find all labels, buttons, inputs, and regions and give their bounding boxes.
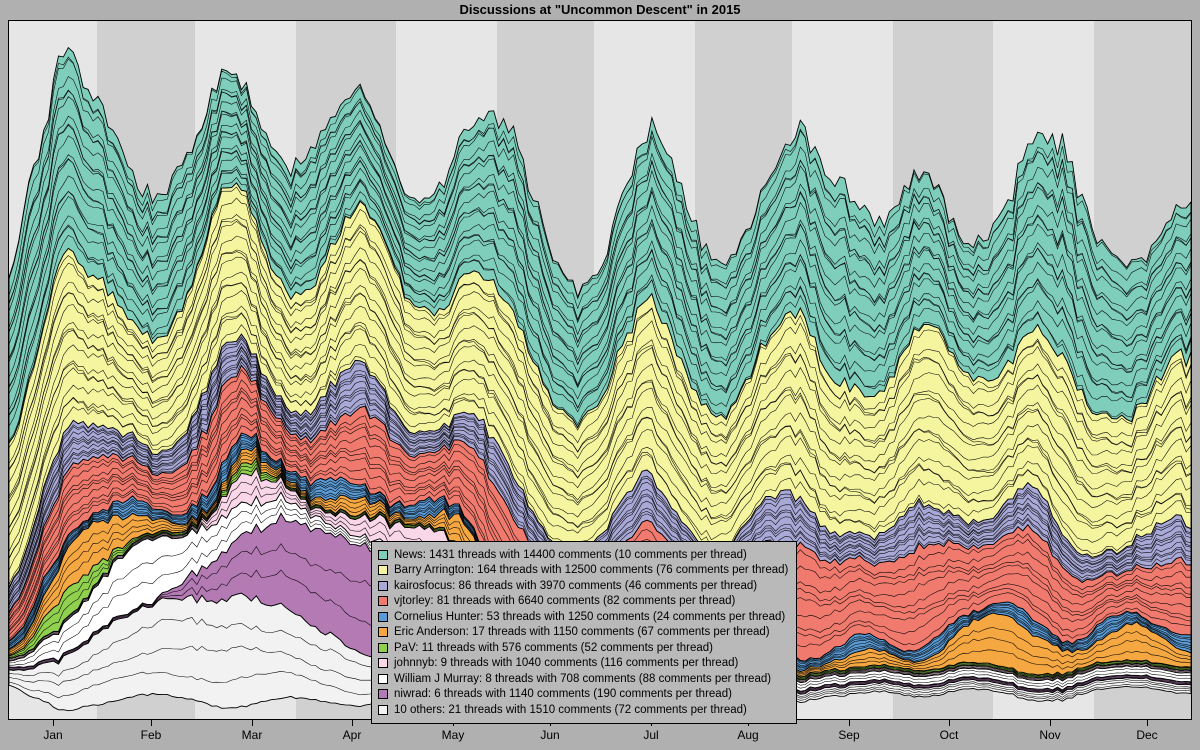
legend-item: [378, 640, 788, 656]
legend-item: [378, 687, 788, 703]
x-tick-mark: [1147, 720, 1148, 726]
legend-item: [378, 594, 788, 610]
legend-swatch: [378, 658, 388, 668]
x-tick-label: Jul: [643, 728, 659, 742]
x-tick-label: Nov: [1039, 728, 1061, 742]
x-tick-label: Jun: [540, 728, 560, 742]
legend-item: [378, 547, 788, 563]
legend-label: kairosfocus: 86 threads with 3970 comments (46 comments per thread): [394, 579, 758, 592]
legend-swatch: [378, 643, 388, 653]
x-tick-label: Oct: [939, 728, 959, 742]
x-tick-label: Dec: [1136, 728, 1158, 742]
legend-item: [378, 702, 788, 718]
legend-label: Eric Anderson: 17 threads with 1150 comments (67 comments per thread): [394, 626, 770, 639]
x-axis: [8, 720, 1192, 750]
legend-swatch: [378, 612, 388, 622]
legend-label: vjtorley: 81 threads with 6640 comments (82 comments per thread): [394, 595, 736, 608]
legend-item: [378, 671, 788, 687]
x-tick-label: May: [441, 728, 465, 742]
x-tick-mark: [949, 720, 950, 726]
legend-swatch: [378, 550, 388, 560]
legend-label: johnnyb: 9 threads with 1040 comments (116 comments per thread): [394, 657, 739, 670]
chart-legend: [371, 541, 797, 724]
legend-label: niwrad: 6 threads with 1140 comments (190 comments per thread): [394, 688, 732, 701]
legend-swatch: [378, 627, 388, 637]
legend-label: Barry Arrington: 164 threads with 12500 comments (76 comments per thread): [394, 564, 789, 577]
x-tick-mark: [849, 720, 850, 726]
legend-label: Cornelius Hunter: 53 threads with 1250 comments (24 comments per thread): [394, 610, 786, 623]
x-tick-mark: [252, 720, 253, 726]
x-tick-mark: [53, 720, 54, 726]
legend-swatch: [378, 565, 388, 575]
x-tick-mark: [1050, 720, 1051, 726]
legend-item: [378, 625, 788, 641]
legend-label: PaV: 11 threads with 576 comments (52 comments per thread): [394, 641, 713, 654]
x-tick-mark: [151, 720, 152, 726]
chart-title: Discussions at "Uncommon Descent" in 2015: [459, 2, 741, 17]
legend-swatch: [378, 674, 388, 684]
x-tick-label: Mar: [241, 728, 263, 742]
x-tick-label: Feb: [140, 728, 162, 742]
legend-label: William J Murray: 8 threads with 708 comments (88 comments per thread): [394, 672, 772, 685]
x-tick-label: Jan: [43, 728, 63, 742]
legend-swatch: [378, 581, 388, 591]
legend-swatch: [378, 596, 388, 606]
x-tick-label: Aug: [737, 728, 759, 742]
legend-item: [378, 578, 788, 594]
legend-item: [378, 609, 788, 625]
legend-swatch: [378, 689, 388, 699]
legend-swatch: [378, 705, 388, 715]
x-tick-label: Apr: [342, 728, 362, 742]
legend-label: 10 others: 21 threads with 1510 comments (72 comments per thread): [394, 703, 747, 716]
x-tick-mark: [352, 720, 353, 726]
legend-label: News: 1431 threads with 14400 comments (10 comments per thread): [394, 548, 747, 561]
x-tick-label: Sep: [838, 728, 860, 742]
legend-item: [378, 656, 788, 672]
legend-item: [378, 563, 788, 579]
